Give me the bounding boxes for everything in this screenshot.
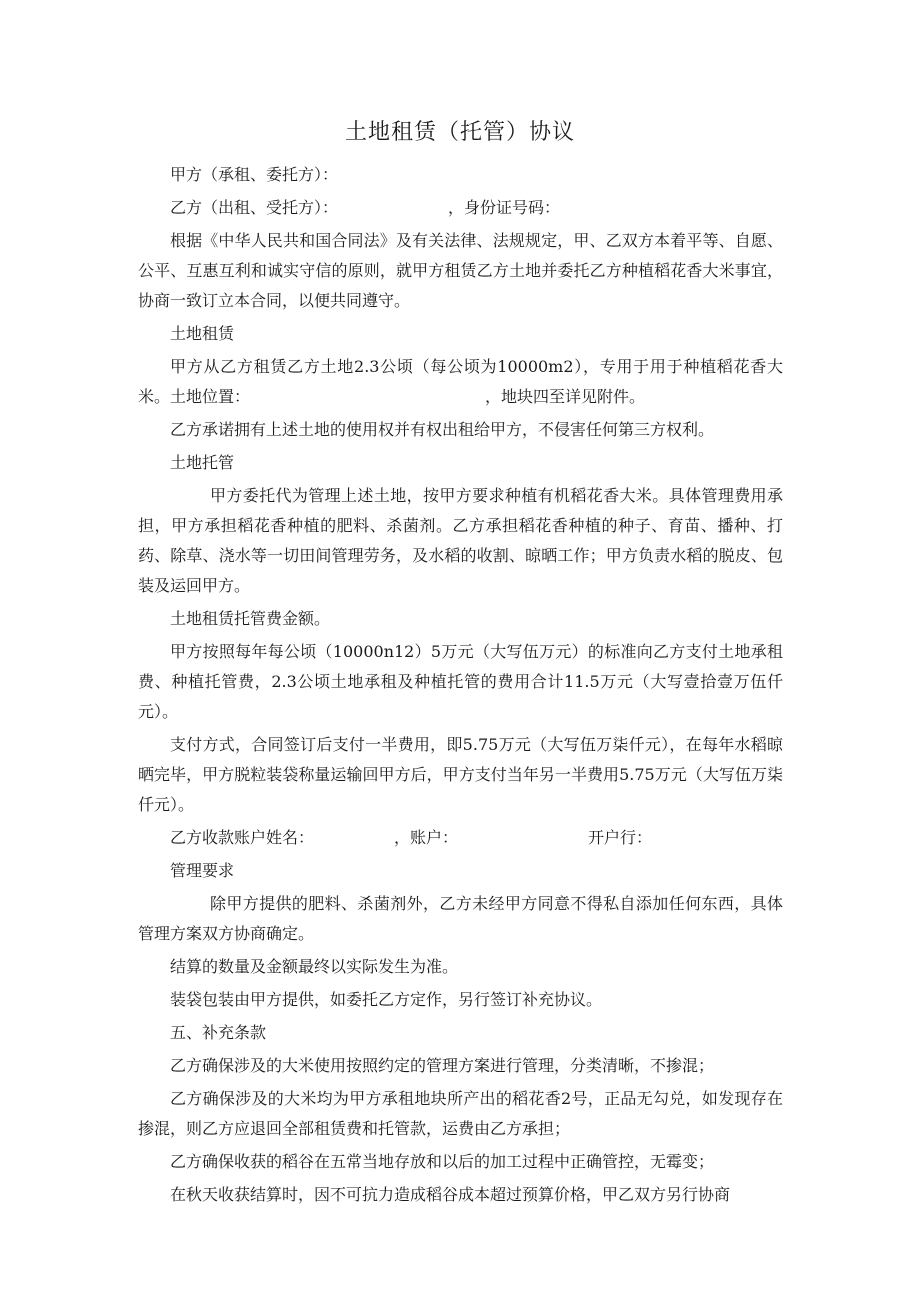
party-b-id-label: ，身份证号码： [448, 198, 561, 217]
account-line [138, 823, 783, 853]
account-number-label: ，账户： [394, 828, 459, 847]
land-lease-text-b: ，地块四至详见附件。 [485, 387, 646, 406]
supplement-paragraph-3: 乙方确保收获的稻谷在五常当地存放和以后的加工过程中正确管控，无霉变； [170, 1152, 715, 1171]
supplement-paragraph-1: 乙方确保涉及的大米使用按照约定的管理方案进行管理，分类清晰，不掺混； [170, 1056, 715, 1075]
land-trust-paragraph: 甲方委托代为管理上述土地，按甲方要求种植有机稻花香大米。具体管理费用承担，甲方承担稻花香种植的肥料、杀菌剂。乙方承担稻花香种植的种子、育苗、播种、打药、除草、浇水等一切田间管理劳务，及水稻的收割、晾晒工作；甲方负责水稻的脱皮、包装及运回甲方。 [138, 486, 783, 595]
supplement-paragraph-4: 在秋天收获结算时，因不可抗力造成稻谷成本超过预算价格，甲乙双方另行协商 [170, 1185, 731, 1204]
management-paragraph-1: 除甲方提供的肥料、杀菌剂外，乙方未经甲方同意不得私自添加任何东西，具体管理方案双方协商确定。 [138, 894, 783, 943]
section-land-trust-heading: 土地托管 [170, 453, 235, 472]
section-management-heading: 管理要求 [170, 861, 235, 880]
document-body [138, 160, 783, 1213]
document-title: 土地租赁（托管）协议 [344, 120, 575, 145]
section-fee-heading: 土地租赁托管费金额。 [170, 609, 331, 628]
account-bank-label: 开户行： [588, 828, 653, 847]
fee-paragraph-2: 支付方式，合同签订后支付一半费用，即5.75万元（大写伍万柒仟元），在每年水稻晾晒完毕，甲方脱粒装袋称量运输回甲方后，甲方支付当年另一半费用5.75万元（大写伍万柒仟元）。 [138, 735, 783, 814]
land-lease-paragraph-1 [138, 352, 783, 412]
party-a-line: 甲方（承租、委托方）： [170, 165, 339, 184]
management-paragraph-2: 结算的数量及金额最终以实际发生为准。 [170, 957, 459, 976]
section-supplement-heading: 五、补充条款 [170, 1023, 267, 1042]
account-name-label: 乙方收款账户姓名： [170, 828, 315, 847]
section-land-lease-heading: 土地租赁 [170, 324, 235, 343]
management-paragraph-3: 装袋包装由甲方提供，如委托乙方定作，另行签订补充协议。 [170, 990, 603, 1009]
party-b-label: 乙方（出租、受托方）： [170, 198, 339, 217]
land-lease-paragraph-2: 乙方承诺拥有上述土地的使用权并有权出租给甲方，不侵害任何第三方权利。 [170, 420, 715, 439]
fee-paragraph-1: 甲方按照每年每公顷（10000n12）5万元（大写伍万元）的标准向乙方支付土地承租费、种植托管费，2.3公顷土地承租及种植托管的费用合计11.5万元（大写壹拾壹万伍仟元）。 [138, 642, 783, 721]
intro-paragraph: 根据《中华人民共和国合同法》及有关法律、法规规定，甲、乙双方本着平等、自愿、公平、互惠互利和诚实守信的原则，就甲方租赁乙方土地并委托乙方种植稻花香大米事宜，协商一致订立本合同，以便共同遵守。 [138, 231, 783, 310]
supplement-paragraph-2: 乙方确保涉及的大米均为甲方承租地块所产出的稻花香2号，正品无勾兑，如发现存在掺混，则乙方应退回全部租赁费和托管款，运费由乙方承担； [138, 1089, 783, 1138]
land-lease-text-a: 甲方从乙方租赁乙方土地2.3公顷（每公顷为10000m2），专用于用于种植稻花香大米。土地位置： [138, 357, 783, 406]
party-b-line [138, 193, 783, 223]
